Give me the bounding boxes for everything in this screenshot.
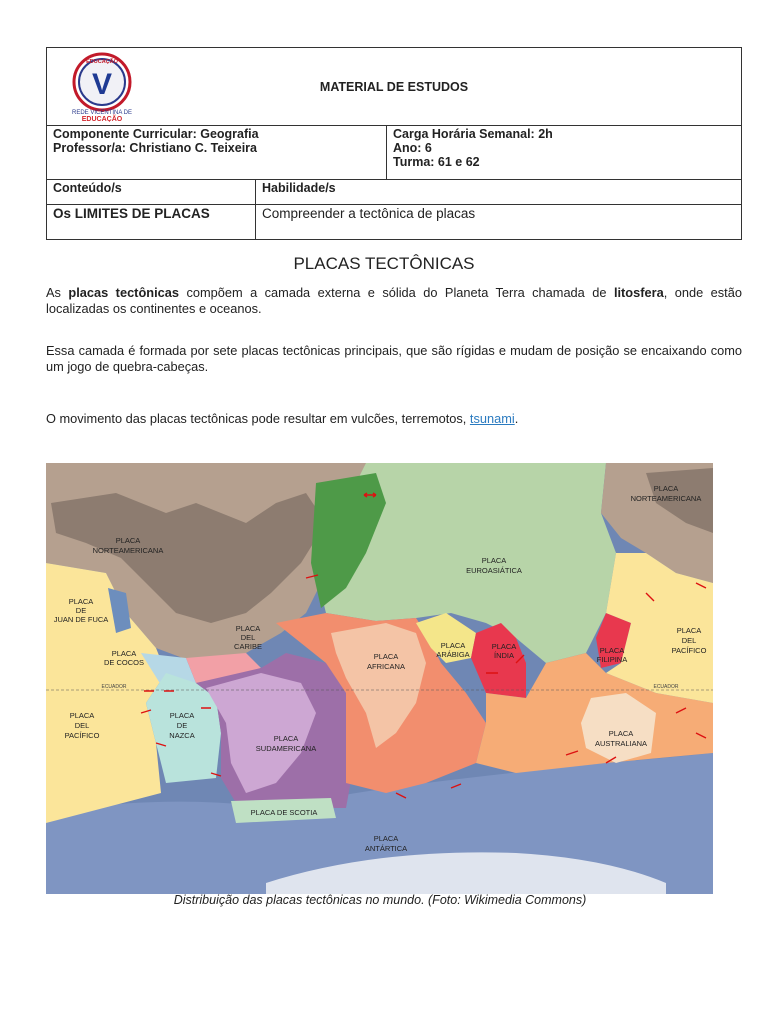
paragraph-1: As placas tectônicas compõem a camada externa e sólida do Planeta Terra chamada de litosfera, onde estão localizadas os continentes e oceanos. bbox=[46, 285, 742, 316]
professor: Professor/a: Christiano C. Teixeira bbox=[53, 141, 257, 155]
paragraph-3: O movimento das placas tectônicas pode resultar em vulcões, terremotos, tsunami. bbox=[46, 411, 519, 426]
ano: Ano: 6 bbox=[393, 141, 432, 155]
label-ecuador-e: ECUADOR bbox=[653, 684, 679, 690]
svg-text:V: V bbox=[91, 68, 113, 101]
header-table bbox=[46, 47, 742, 180]
label-pacifico-e: PLACA DEL PACÍFICO bbox=[671, 626, 707, 655]
conteudo-value: Os LIMITES DE PLACAS bbox=[47, 205, 256, 240]
map-caption: Distribuição das placas tectônicas no mundo. (Foto: Wikimedia Commons) bbox=[173, 893, 587, 907]
school-logo bbox=[66, 52, 150, 122]
carga-horaria: Carga Horária Semanal: 2h bbox=[393, 127, 553, 141]
label-norteamericana-w: PLACA NORTEAMERICANA bbox=[92, 536, 164, 555]
habilidade-value: Compreender a tectônica de placas bbox=[256, 205, 742, 240]
label-sudamericana: PLACA SUDAMERICANA bbox=[255, 734, 317, 753]
habilidade-label: Habilidade/s bbox=[256, 180, 742, 205]
label-filipina: PLACA FILIPINA bbox=[596, 646, 628, 664]
tsunami-link[interactable]: tsunami bbox=[469, 411, 515, 426]
course-info-cell bbox=[47, 126, 387, 180]
label-scotia: PLACA DE SCOTIA bbox=[250, 808, 318, 817]
label-pacifico-w: PLACA DEL PACÍFICO bbox=[64, 711, 100, 740]
label-arabiga: PLACA ARÁBIGA bbox=[436, 641, 470, 659]
label-caribe: PLACA DEL CARIBE bbox=[234, 624, 262, 651]
label-ecuador-w: ECUADOR bbox=[101, 684, 127, 690]
document-title: MATERIAL DE ESTUDOS bbox=[319, 79, 469, 94]
tectonic-plates-map bbox=[46, 463, 713, 894]
label-euroasiatica: PLACA EUROASIÁTICA bbox=[466, 556, 522, 575]
svg-text:EDUCAÇÃO: EDUCAÇÃO bbox=[81, 116, 123, 122]
title-cell bbox=[47, 48, 742, 126]
label-nazca: PLACA DE NAZCA bbox=[169, 711, 195, 740]
conteudo-label: Conteúdo/s bbox=[47, 180, 256, 205]
label-cocos: PLACA DE COCOS bbox=[103, 649, 145, 667]
section-heading: PLACAS TECTÔNICAS bbox=[293, 254, 475, 273]
schedule-info-cell bbox=[387, 126, 742, 180]
label-antartica: PLACA ANTÁRTICA bbox=[364, 834, 408, 853]
label-australiana: PLACA AUSTRALIANA bbox=[594, 729, 648, 748]
label-africana: PLACA AFRICANA bbox=[367, 652, 405, 671]
svg-text:REDE VICENTINA DE: REDE VICENTINA DE bbox=[71, 110, 133, 116]
svg-text:EDUCAÇÃO: EDUCAÇÃO bbox=[86, 59, 118, 65]
paragraph-2: Essa camada é formada por sete placas tectônicas principais, que são rígidas e mudam de posição se encaixando como um jogo de quebra-cabeças. bbox=[46, 343, 742, 374]
content-table bbox=[46, 179, 742, 240]
componente-curricular: Componente Curricular: Geografia bbox=[53, 127, 259, 141]
label-india: PLACA ÍNDIA bbox=[491, 642, 517, 660]
turma: Turma: 61 e 62 bbox=[393, 155, 480, 169]
label-juan-de-fuca: PLACA DE JUAN DE FUCA bbox=[53, 597, 109, 624]
label-norteamericana-e: PLACA NORTEAMERICANA bbox=[630, 484, 702, 503]
